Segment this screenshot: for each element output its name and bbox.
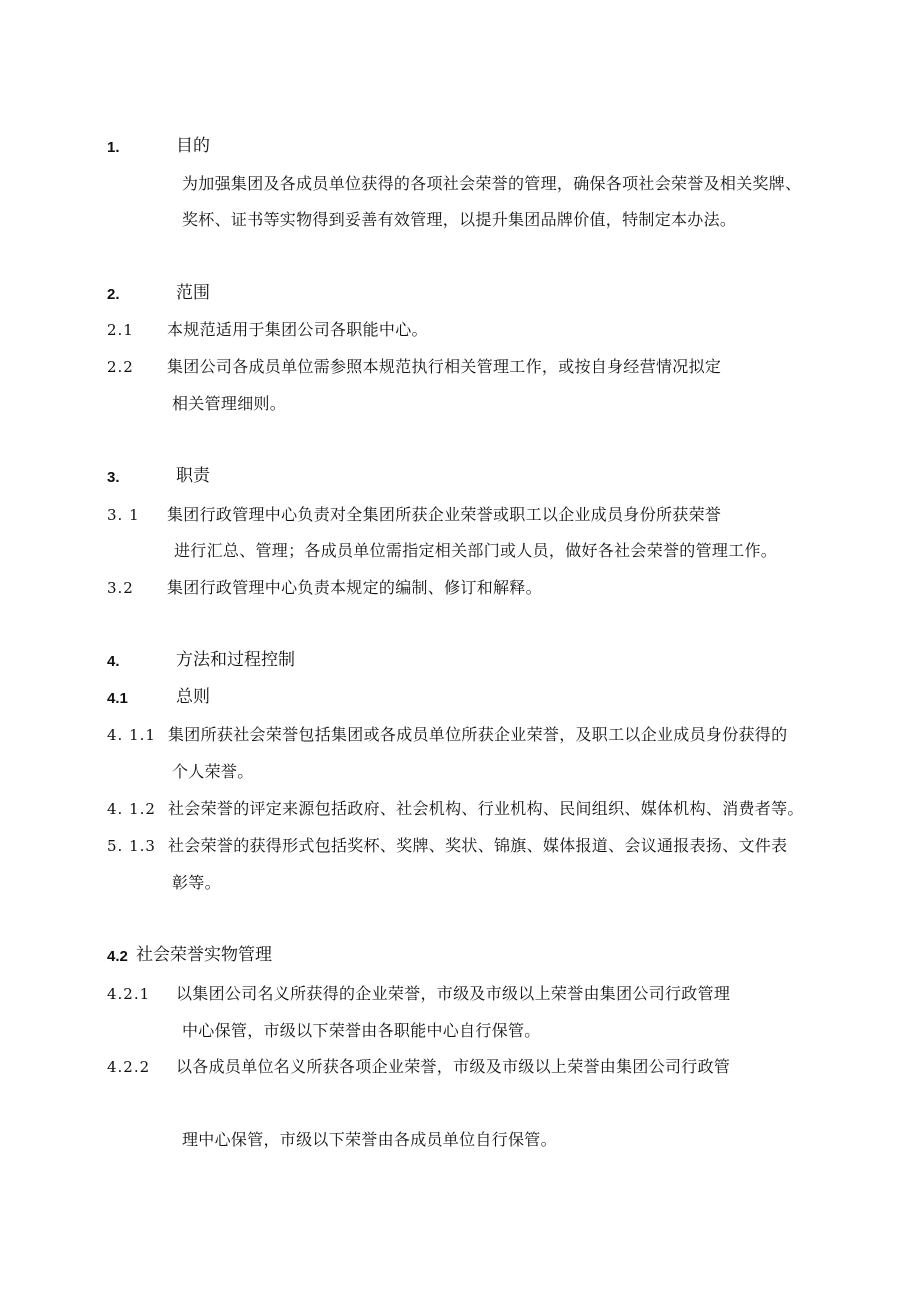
item-2-1-number: 2.1 [107,321,134,339]
item-2-2-number: 2.2 [107,358,134,376]
item-4-1-1-number: 4. 1.1 [107,726,156,744]
item-4-1-1-continuation: 个人荣誉。 [172,762,254,781]
item-5-1-3-text: 社会荣誉的获得形式包括奖杯、奖牌、奖状、锦旗、媒体报道、会议通报表扬、文件表 [168,836,788,855]
section-1-number: 1. [107,139,120,156]
subsection-4-1-title: 总则 [176,687,210,707]
item-4-2-1-text: 以集团公司名义所获得的企业荣誉，市级及市级以上荣誉由集团公司行政管理 [176,984,731,1003]
section-1-line-1: 为加强集团及各成员单位获得的各项社会荣誉的管理，确保各项社会荣誉及相关奖牌、 [182,174,802,193]
item-4-2-2-text: 以各成员单位名义所获各项企业荣誉，市级及市级以上荣誉由集团公司行政管 [176,1057,731,1076]
section-4-number: 4. [107,653,120,670]
item-5-1-3-number: 5. 1.3 [107,837,156,855]
section-2-number: 2. [107,286,120,303]
section-4-title: 方法和过程控制 [176,650,295,670]
section-1-title: 目的 [176,136,210,156]
item-3-1-number: 3. 1 [107,506,140,524]
item-3-2-number: 3.2 [107,579,134,597]
item-4-2-1-number: 4.2.1 [107,985,151,1003]
subsection-4-1-number: 4.1 [107,690,128,707]
item-4-1-2-number: 4. 1.2 [107,800,156,818]
subsection-4-2-title: 社会荣誉实物管理 [136,945,272,965]
section-1-line-2: 奖杯、证书等实物得到妥善有效管理，以提升集团品牌价值，特制定本办法。 [182,210,737,229]
item-3-1-continuation: 进行汇总、管理；各成员单位需指定相关部门或人员，做好各社会荣誉的管理工作。 [174,541,778,560]
item-4-2-2-continuation: 理中心保管，市级以下荣誉由各成员单位自行保管。 [182,1130,557,1149]
item-2-1-text: 本规范适用于集团公司各职能中心。 [167,320,428,339]
subsection-4-2-number: 4.2 [107,948,128,965]
section-3-number: 3. [107,469,120,486]
item-5-1-3-continuation: 彰等。 [172,873,221,892]
item-3-2-text: 集团行政管理中心负责本规定的编制、修订和解释。 [167,578,542,597]
item-4-1-2-text: 社会荣誉的评定来源包括政府、社会机构、行业机构、民间组织、媒体机构、消费者等。 [168,799,804,818]
section-2-title: 范围 [176,283,210,303]
item-4-2-1-continuation: 中心保管，市级以下荣誉由各职能中心自行保管。 [182,1021,541,1040]
item-4-2-2-number: 4.2.2 [107,1058,151,1076]
section-3-title: 职责 [176,466,210,486]
item-3-1-text: 集团行政管理中心负责对全集团所获企业荣誉或职工以企业成员身份所获荣誉 [167,505,722,524]
item-4-1-1-text: 集团所获社会荣誉包括集团或各成员单位所获企业荣誉，及职工以企业成员身份获得的 [168,725,788,744]
item-2-2-text: 集团公司各成员单位需参照本规范执行相关管理工作，或按自身经营情况拟定 [167,357,722,376]
item-2-2-continuation: 相关管理细则。 [172,394,287,413]
